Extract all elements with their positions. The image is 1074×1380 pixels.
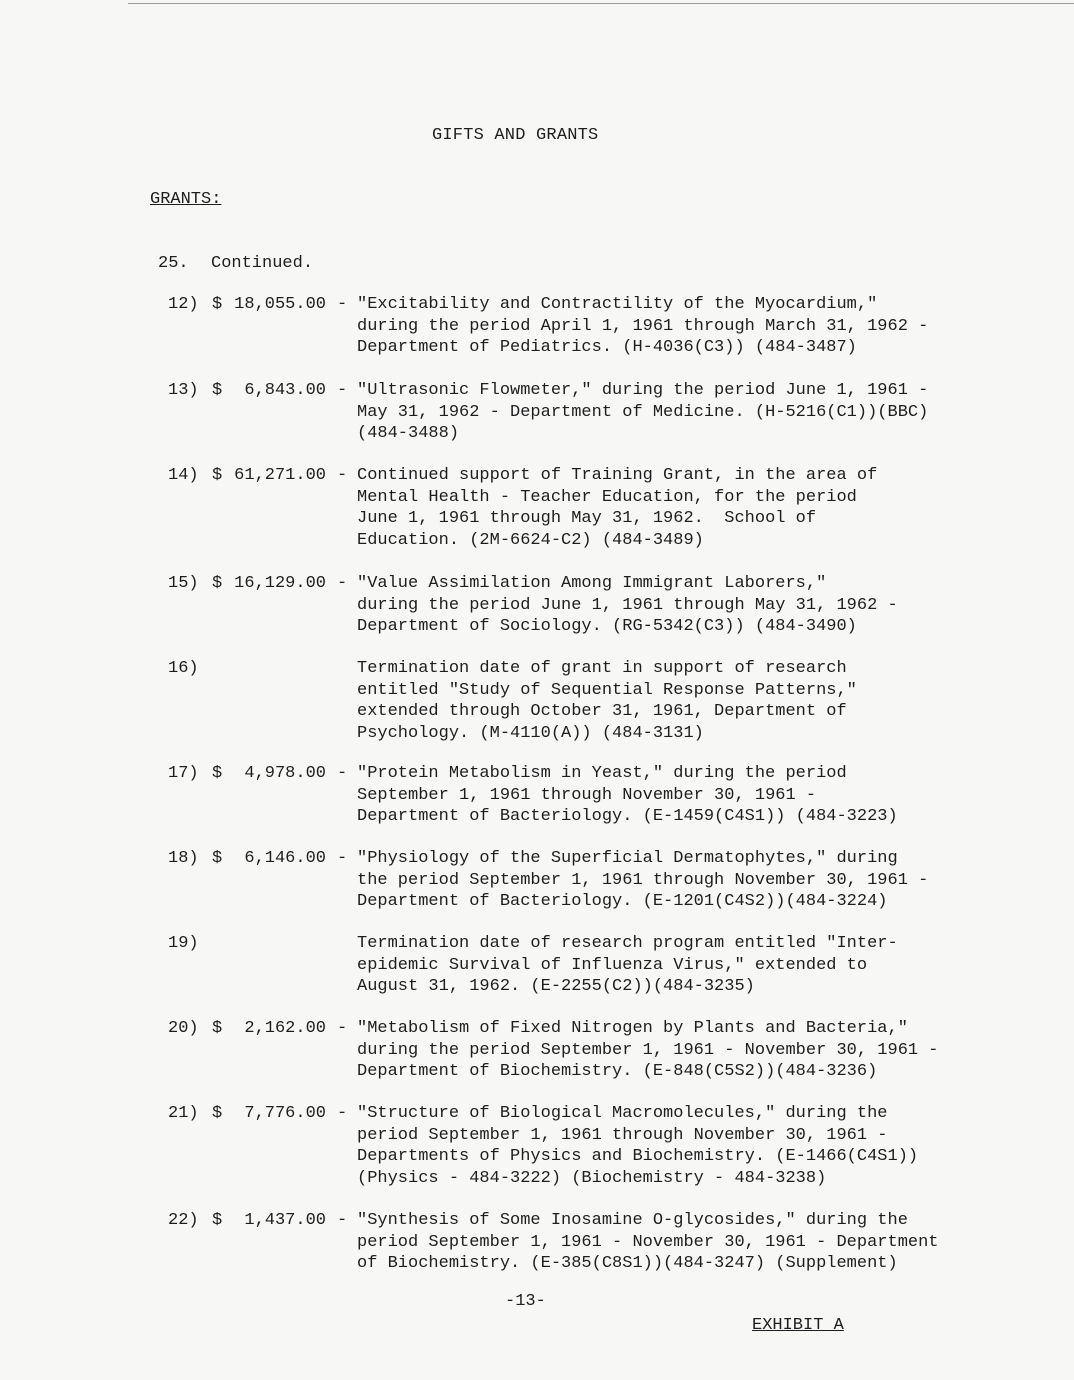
description-line: of Biochemistry. (E-385(C8S1))(484-3247) (Supplement) (357, 1254, 898, 1273)
description-line: Department of Sociology. (RG-5342(C3)) (484-3490) (357, 617, 857, 636)
currency-symbol: $ (212, 1211, 223, 1230)
description-line: during the period June 1, 1961 through May 31, 1962 - (357, 595, 898, 615)
description-line: "Structure of Biological Macromolecules," during the (357, 1104, 888, 1123)
description-line: entitled "Study of Sequential Response Patterns," (357, 680, 857, 700)
description-line: during the period April 1, 1961 through March 31, 1962 - (357, 316, 929, 336)
description-line: "Synthesis of Some Inosamine O-glycosides," during the (357, 1211, 908, 1230)
grant-description (357, 380, 928, 445)
grant-amount: 61,271.00 (234, 466, 326, 485)
grant-index: 18) (168, 849, 199, 868)
description-line: epidemic Survival of Influenza Virus," extended to (357, 955, 868, 975)
description-line: during the period September 1, 1961 - November 30, 1961 - (357, 1040, 939, 1060)
grant-description (357, 573, 898, 638)
grant-amount: 4,978.00 (244, 764, 326, 783)
separator-dash: - (337, 764, 348, 783)
separator-dash: - (337, 849, 348, 868)
grant-index: 12) (168, 295, 199, 314)
description-line: extended through October 31, 1961, Department of (357, 702, 847, 721)
currency-symbol: $ (212, 381, 223, 400)
grant-amount: 16,129.00 (234, 574, 326, 593)
grant-index: 13) (168, 381, 199, 400)
top-border-line (128, 3, 1074, 4)
description-line: "Value Assimilation Among Immigrant Laborers," (357, 574, 827, 593)
continued-label: Continued. (211, 254, 314, 273)
currency-symbol: $ (212, 466, 223, 485)
description-line: Psychology. (M-4110(A)) (484-3131) (357, 723, 704, 743)
description-line: "Metabolism of Fixed Nitrogen by Plants and Bacteria," (357, 1019, 908, 1038)
currency-symbol: $ (212, 1019, 223, 1038)
grant-amount: 6,146.00 (244, 849, 326, 868)
description-line: May 31, 1962 - Department of Medicine. (H-5216(C1))(BBC) (357, 402, 929, 422)
grant-description (357, 294, 928, 359)
description-line: "Excitability and Contractility of the Myocardium," (357, 295, 878, 314)
grant-index: 17) (168, 764, 199, 783)
separator-dash: - (337, 295, 348, 314)
grant-description (357, 1210, 939, 1275)
currency-symbol: $ (212, 1104, 223, 1123)
grant-description (357, 658, 857, 744)
description-line: Mental Health - Teacher Education, for the period (357, 487, 857, 507)
grant-description (357, 848, 928, 913)
grant-amount: 18,055.00 (234, 295, 326, 314)
grant-index: 20) (168, 1019, 199, 1038)
description-line: period September 1, 1961 - November 30, 1961 - Department (357, 1232, 939, 1252)
description-line: August 31, 1962. (E-2255(C2))(484-3235) (357, 977, 755, 996)
grant-amount: 7,776.00 (244, 1104, 326, 1123)
grant-description (357, 1018, 939, 1083)
grant-amount: 2,162.00 (244, 1019, 326, 1038)
description-line: the period September 1, 1961 through November 30, 1961 - (357, 870, 929, 890)
grant-index: 15) (168, 574, 199, 593)
description-line: Departments of Physics and Biochemistry. (E-1466(C4S1)) (357, 1147, 919, 1166)
grant-description (357, 1103, 918, 1189)
description-line: Department of Bacteriology. (E-1201(C4S2))(484-3224) (357, 892, 888, 911)
description-line: (Physics - 484-3222) (Biochemistry - 484-3238) (357, 1168, 827, 1188)
grant-description (357, 763, 898, 828)
separator-dash: - (337, 381, 348, 400)
description-line: Education. (2M-6624-C2) (484-3489) (357, 530, 704, 550)
continued-row (158, 254, 313, 273)
description-line: Department of Biochemistry. (E-848(C5S2))(484-3236) (357, 1062, 878, 1081)
description-line: "Protein Metabolism in Yeast," during the period (357, 764, 847, 783)
page-number: -13- (505, 1292, 546, 1311)
grant-index: 21) (168, 1104, 199, 1123)
separator-dash: - (337, 466, 348, 485)
currency-symbol: $ (212, 849, 223, 868)
description-line: Continued support of Training Grant, in the area of (357, 466, 878, 485)
grant-amount: 6,843.00 (244, 381, 326, 400)
section-heading: GRANTS: (150, 190, 222, 209)
description-line: (484-3488) (357, 424, 460, 443)
description-line: period September 1, 1961 through November 30, 1961 - (357, 1125, 888, 1145)
description-line: "Ultrasonic Flowmeter," during the period June 1, 1961 - (357, 381, 929, 400)
exhibit-label: EXHIBIT A (752, 1316, 844, 1335)
separator-dash: - (337, 574, 348, 593)
item-number: 25. (158, 254, 189, 273)
currency-symbol: $ (212, 574, 223, 593)
currency-symbol: $ (212, 295, 223, 314)
description-line: June 1, 1961 through May 31, 1962. School of (357, 509, 817, 528)
grant-description (357, 465, 877, 551)
grant-index: 22) (168, 1211, 199, 1230)
description-line: Department of Bacteriology. (E-1459(C4S1)) (484-3223) (357, 807, 898, 826)
grant-index: 14) (168, 466, 199, 485)
separator-dash: - (337, 1104, 348, 1123)
description-line: Department of Pediatrics. (H-4036(C3)) (484-3487) (357, 338, 857, 357)
separator-dash: - (337, 1019, 348, 1038)
grant-amount: 1,437.00 (244, 1211, 326, 1230)
separator-dash: - (337, 1211, 348, 1230)
grant-index: 19) (168, 934, 199, 953)
description-line: Termination date of research program entitled "Inter- (357, 934, 898, 953)
description-line: "Physiology of the Superficial Dermatophytes," during (357, 849, 898, 868)
description-line: Termination date of grant in support of research (357, 659, 847, 678)
grant-index: 16) (168, 659, 199, 678)
currency-symbol: $ (212, 764, 223, 783)
page-title: GIFTS AND GRANTS (432, 126, 599, 145)
description-line: September 1, 1961 through November 30, 1961 - (357, 785, 817, 805)
grant-description (357, 933, 898, 998)
